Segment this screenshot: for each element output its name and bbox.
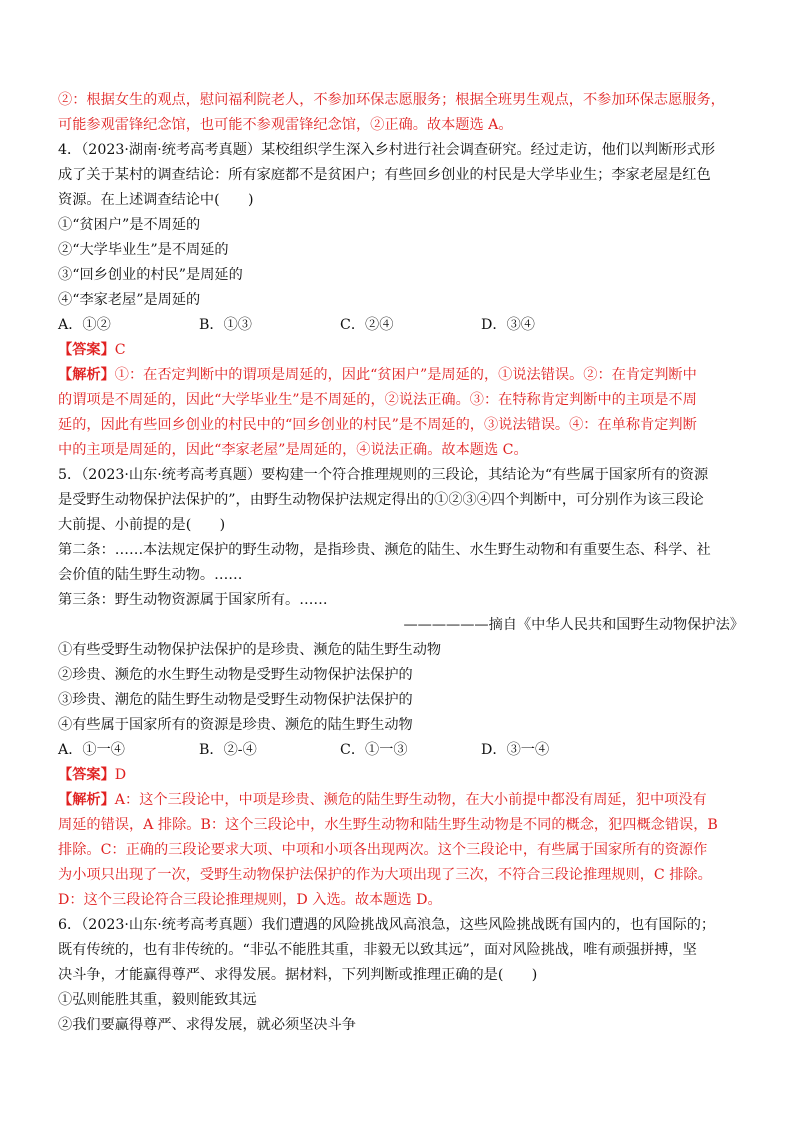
- q5-options: [58, 738, 744, 763]
- q5-analysis-line: D：这个三段论符合三段论推理规则，D 入选。故本题选 D。: [58, 892, 442, 908]
- q5-law-line: 第三条：野生动物资源属于国家所有。……: [58, 592, 328, 608]
- q4-analysis-line: 的谓项是不周延的，因此“大学毕业生”是不周延的，②说法正确。③：在特称肯定判断中的主项是不周: [58, 392, 697, 408]
- q6-stem-line: 既有传统的，也有非传统的。“非弘不能胜其重，非毅无以致其远”，面对风险挑战，唯有顽强拼搏，坚: [58, 942, 697, 958]
- q4-option-a: A．①②: [58, 317, 111, 333]
- q5-analysis-line: 排除。C：正确的三段论要求大项、中项和小项各出现两次。这个三段论中，有些属于国家所有的资源作: [58, 842, 708, 858]
- q5-item-4: ④有些属于国家所有的资源是珍贵、濒危的陆生野生动物: [58, 717, 413, 733]
- q5-stem-line: 大前提、小前提的是( ): [58, 517, 226, 533]
- q5-item-1: ①有些受野生动物保护法保护的是珍贵、濒危的陆生野生动物: [58, 642, 442, 658]
- q4-item-2: ②“大学毕业生”是不周延的: [58, 242, 229, 258]
- q4-item-4: ④“李家老屋”是周延的: [58, 292, 201, 308]
- q4-option-c: C．②④: [340, 317, 394, 333]
- q5-option-c: C．①一③: [340, 742, 408, 758]
- q5-option-a: A．①一④: [58, 742, 125, 758]
- q4-answer-value: C: [114, 342, 126, 358]
- analysis-tag: 【解析】: [58, 792, 115, 808]
- q5-analysis-line: [58, 788, 744, 813]
- q5-stem-line: 5．（2023·山东·统考高考真题）要构建一个符合推理规则的三段论，其结论为“有些属于国家所有的资源: [58, 467, 709, 483]
- q4-answer: [58, 338, 744, 363]
- q4-stem-line: 4．（2023·湖南·统考高考真题）某校组织学生深入乡村进行社会调查研究。经过走访，他们以判断形式形: [58, 142, 716, 158]
- q5-item-3: ③珍贵、潮危的陆生野生动物是受野生动物保护法保护的: [58, 692, 413, 708]
- q5-answer: [58, 763, 744, 788]
- q5-analysis-line: 周延的错误，A 排除。B：这个三段论中，水生野生动物和陆生野生动物是不同的概念，犯四概念错误，B: [58, 817, 718, 833]
- q4-stem-line: 资源。在上述调查结论中( ): [58, 192, 254, 208]
- question-6: [58, 913, 744, 1038]
- prev-analysis-line: 可能参观雷锋纪念馆，也可能不参观雷锋纪念馆，②正确。故本题选 A。: [58, 117, 513, 133]
- question-5: [58, 463, 744, 913]
- q6-item-1: ①弘则能胜其重，毅则能致其远: [58, 992, 257, 1008]
- q4-analysis-line: [58, 363, 744, 388]
- q5-option-d: D．③一④: [481, 742, 550, 758]
- q4-analysis-line: 延的，因此有些回乡创业的村民中的“回乡创业的村民”是不周延的，③说法错误。④：在单称肯定判断: [58, 417, 697, 433]
- q5-analysis-text: A：这个三段论中，中项是珍贵、濒危的陆生野生动物，在大小前提中都没有周延，犯中项没有: [114, 792, 707, 808]
- answer-tag: 【答案】: [58, 342, 115, 358]
- q6-stem-line: 决斗争，才能赢得尊严、求得发展。据材料，下列判断或推理正确的是( ): [58, 967, 538, 983]
- q5-item-2: ②珍贵、濒危的水生野生动物是受野生动物保护法保护的: [58, 667, 413, 683]
- document-page: [58, 88, 744, 1038]
- q4-options: [58, 313, 744, 338]
- q5-law-line: 会价值的陆生野生动物。……: [58, 567, 243, 583]
- q4-stem-line: 成了关于某村的调查结论：所有家庭都不是贫困户；有些回乡创业的村民是大学毕业生；李家老屋是红色: [58, 167, 711, 183]
- q6-stem-line: 6．（2023·山东·统考高考真题）我们遭遇的风险挑战风高浪急，这些风险挑战既有国内的，也有国际的；: [58, 917, 716, 933]
- prev-analysis-line: ②：根据女生的观点，慰问福利院老人，不参加环保志愿服务；根据全班男生观点，不参加环保志愿服务，: [58, 92, 725, 108]
- q4-analysis-text: ①：在否定判断中的谓项是周延的，因此“贫困户”是周延的，①说法错误。②：在肯定判断中: [114, 367, 697, 383]
- q4-item-3: ③“回乡创业的村民”是周延的: [58, 267, 243, 283]
- q4-analysis-line: 中的主项是周延的，因此“李家老屋”是周延的，④说法正确。故本题选 C。: [58, 442, 528, 458]
- q4-option-d: D．③④: [481, 317, 535, 333]
- q5-analysis-line: 为小项只出现了一次，受野生动物保护法保护的作为大项出现了三次，不符合三段论推理规则，C 排除。: [58, 867, 712, 883]
- analysis-tag: 【解析】: [58, 367, 115, 383]
- q5-stem-line: 是受野生动物保护法保护的”，由野生动物保护法规定得出的①②③④四个判断中，可分别作为该三段论: [58, 492, 704, 508]
- q5-option-b: B．②-④: [199, 742, 257, 758]
- answer-tag: 【答案】: [58, 767, 115, 783]
- q5-answer-value: D: [114, 767, 127, 783]
- q5-source: ——————摘自《中华人民共和国野生动物保护法》: [403, 617, 744, 633]
- q5-law-line: 第二条：……本法规定保护的野生动物，是指珍贵、濒危的陆生、水生野生动物和有重要生态、科学、社: [58, 542, 711, 558]
- question-4: [58, 138, 744, 463]
- q6-item-2: ②我们要赢得尊严、求得发展，就必须坚决斗争: [58, 1017, 356, 1033]
- q4-option-b: B．①③: [199, 317, 252, 333]
- q4-item-1: ①“贫困户”是不周延的: [58, 217, 201, 233]
